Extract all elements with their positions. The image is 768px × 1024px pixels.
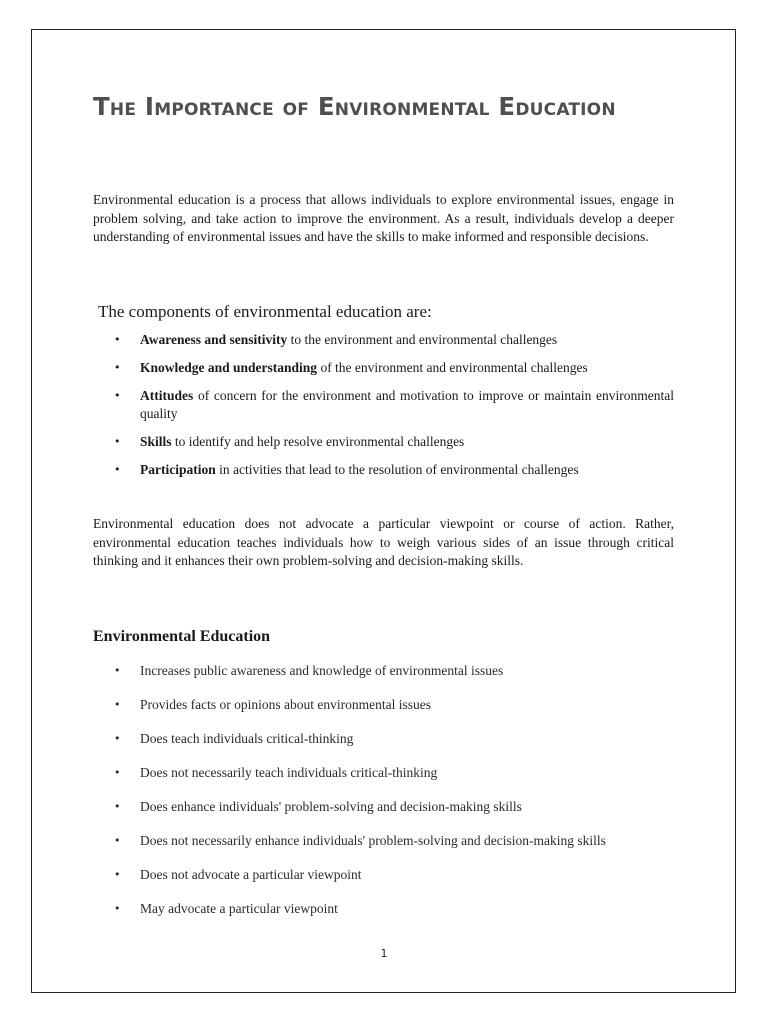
list-item xyxy=(114,359,674,377)
list-item xyxy=(114,461,674,479)
component-term: Knowledge and understanding xyxy=(140,360,318,375)
bullet-icon: • xyxy=(114,868,121,881)
components-list xyxy=(114,331,674,479)
ee-item-text: May advocate a particular viewpoint xyxy=(140,901,338,916)
component-term: Attitudes xyxy=(140,388,194,403)
list-item xyxy=(114,900,684,934)
list-item xyxy=(114,387,674,423)
component-text: to the environment and environmental challenges xyxy=(287,332,558,347)
list-item xyxy=(114,798,684,832)
bullet-icon: • xyxy=(114,333,121,346)
ee-item-text: Increases public awareness and knowledge of environmental issues xyxy=(140,663,504,678)
bullet-icon: • xyxy=(114,463,121,476)
document-page xyxy=(31,29,736,993)
intro-paragraph: Environmental education is a process that allows individuals to explore environmental issues, engage in problem solving, and take action to improve the environment. As a result, individuals develop a deeper understanding of environmental issues and have the skills to make informed and responsible decisions. xyxy=(93,192,674,244)
component-text: of concern for the environment and motivation to improve or maintain environmental quality xyxy=(140,388,674,421)
document-title: The Importance of Environmental Education xyxy=(93,92,616,121)
list-item xyxy=(114,832,684,866)
ee-item-text: Does not necessarily enhance individuals' problem-solving and decision-making skills xyxy=(140,833,606,848)
component-term: Participation xyxy=(140,462,216,477)
bullet-icon: • xyxy=(114,902,121,915)
bullet-icon: • xyxy=(114,766,121,779)
bullet-icon: • xyxy=(114,800,121,813)
bullet-icon: • xyxy=(114,732,121,745)
ee-item-text: Does not advocate a particular viewpoint xyxy=(140,867,362,882)
list-item xyxy=(114,764,684,798)
list-item xyxy=(114,696,684,730)
components-heading: The components of environmental education are: xyxy=(98,302,432,321)
component-text: in activities that lead to the resolution of environmental challenges xyxy=(215,462,579,477)
component-term: Skills xyxy=(140,434,172,449)
component-term: Awareness and sensitivity xyxy=(140,332,288,347)
list-item xyxy=(114,866,684,900)
bullet-icon: • xyxy=(114,698,121,711)
ee-item-text: Does not necessarily teach individuals critical-thinking xyxy=(140,765,438,780)
environmental-education-list xyxy=(114,662,684,934)
bullet-icon: • xyxy=(114,834,121,847)
second-paragraph: Environmental education does not advocate a particular viewpoint or course of action. Rather, environmental education teaches individuals how to weigh various sides of an issue through critical thinking and it enhances their own problem-solving and decision-making skills. xyxy=(93,516,674,568)
list-item xyxy=(114,331,674,349)
list-item xyxy=(114,662,684,696)
bullet-icon: • xyxy=(114,664,121,677)
bullet-icon: • xyxy=(114,361,121,374)
ee-item-text: Provides facts or opinions about environmental issues xyxy=(140,697,431,712)
environmental-education-heading: Environmental Education xyxy=(93,628,271,645)
list-item xyxy=(114,730,684,764)
list-item xyxy=(114,433,674,451)
bullet-icon: • xyxy=(114,389,121,402)
ee-item-text: Does teach individuals critical-thinking xyxy=(140,731,354,746)
page-number: 1 xyxy=(380,947,388,960)
component-text: to identify and help resolve environmental challenges xyxy=(171,434,465,449)
component-text: of the environment and environmental challenges xyxy=(317,360,588,375)
bullet-icon: • xyxy=(114,435,121,448)
ee-item-text: Does enhance individuals' problem-solving and decision-making skills xyxy=(140,799,522,814)
